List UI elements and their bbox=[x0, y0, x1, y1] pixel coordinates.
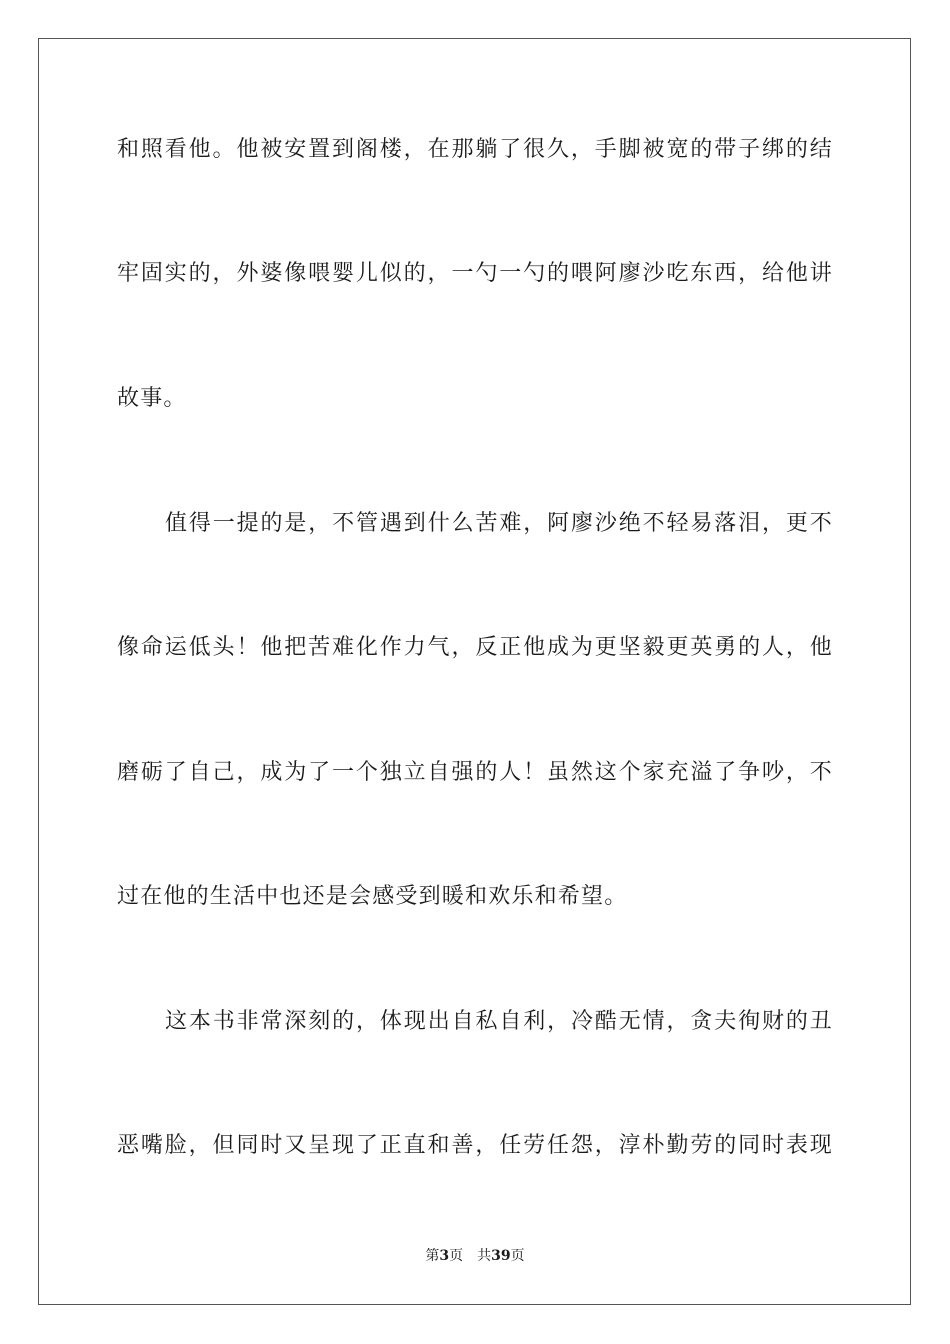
paragraph-first-line: 值得一提的是，不管遇到什么苦难，阿廖沙绝不轻易落泪，更不 bbox=[165, 511, 833, 536]
text-line: 过在他的生活中也还是会感受到暖和欢乐和希望。 bbox=[117, 884, 628, 909]
page-number: 3 bbox=[439, 1248, 450, 1264]
text-line: 和照看他。他被安置到阁楼，在那躺了很久，手脚被宽的带子绑的结 bbox=[117, 137, 833, 162]
total-suffix: 页 bbox=[510, 1248, 525, 1264]
total-pages: 39 bbox=[491, 1248, 511, 1264]
page-suffix: 页 bbox=[449, 1248, 464, 1264]
total-prefix: 共 bbox=[477, 1248, 492, 1264]
paragraph-first-line: 这本书非常深刻的，体现出自私自利，冷酷无情，贪夫徇财的丑 bbox=[165, 1009, 833, 1034]
text-line: 恶嘴脸，但同时又呈现了正直和善，任劳任怨，淳朴勤劳的同时表现 bbox=[117, 1133, 833, 1158]
text-line: 磨砺了自己，成为了一个独立自强的人！虽然这个家充溢了争吵，不 bbox=[117, 760, 833, 785]
text-line: 牢固实的，外婆像喂婴儿似的，一勺一勺的喂阿廖沙吃东西，给他讲 bbox=[117, 261, 833, 286]
page-border bbox=[38, 38, 911, 1305]
text-line: 故事。 bbox=[117, 386, 187, 411]
page-prefix: 第 bbox=[425, 1248, 440, 1264]
text-line: 像命运低头！他把苦难化作力气，反正他成为更坚毅更英勇的人，他 bbox=[117, 635, 833, 660]
page-footer bbox=[0, 1246, 950, 1266]
